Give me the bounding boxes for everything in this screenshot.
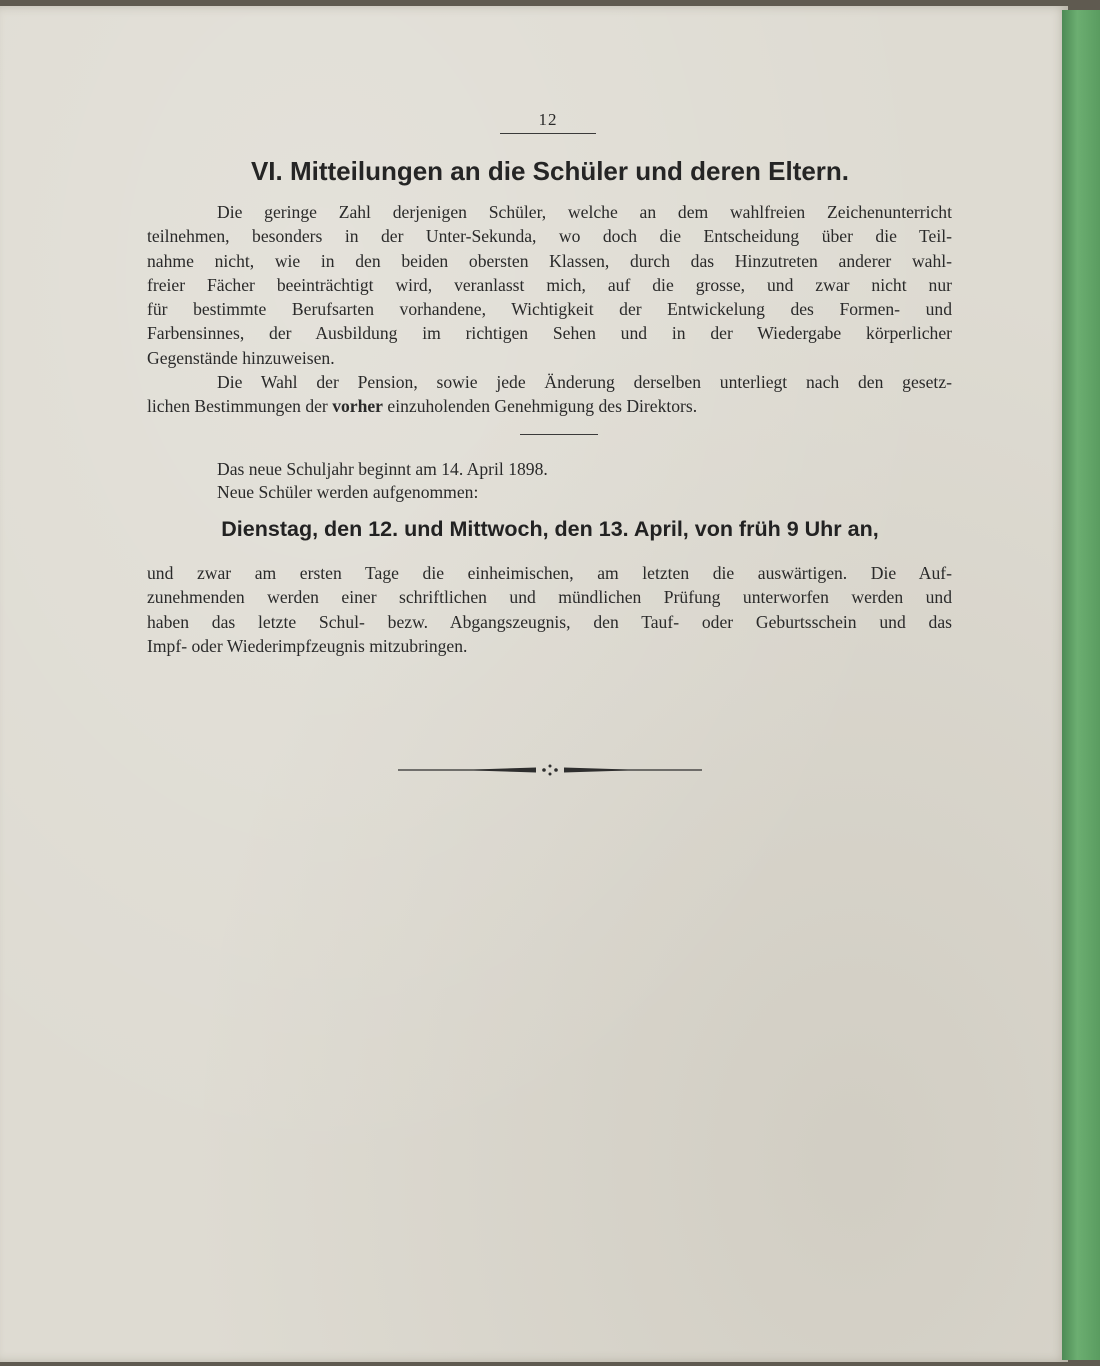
- emphasis-vorher: vorher: [332, 396, 383, 417]
- text-line: Die Wahl der Pension, sowie jede Änderung derselben unterliegt nach den gesetz-: [217, 372, 952, 392]
- section-divider: [520, 434, 598, 435]
- paragraph-drawing-lessons: [147, 200, 952, 370]
- document-page: [0, 6, 1068, 1362]
- page-number-rule: [500, 133, 596, 134]
- admission-dates: Dienstag, den 12. und Mittwoch, den 13. April, von früh 9 Uhr an,: [221, 517, 879, 541]
- section-heading: VI. Mitteilungen an die Schüler und deren Eltern.: [250, 156, 850, 186]
- text-line: haben das letzte Schul- bezw. Abgangszeugnis, den Tauf- oder Geburtsschein und das: [147, 611, 952, 632]
- text-line: Gegenstände hinzuweisen.: [147, 347, 335, 368]
- admission-intro: Neue Schüler werden aufgenommen:: [217, 482, 479, 502]
- paragraph-pension: [147, 370, 952, 419]
- ornament-divider-icon: [398, 760, 702, 780]
- school-year-start: Das neue Schuljahr beginnt am 14. April 1898.: [217, 459, 548, 479]
- text-line: freier Fächer beeinträchtigt wird, veranlasst mich, auf die grosse, und zwar nicht nur: [147, 274, 952, 295]
- text-line: teilnehmen, besonders in der Unter-Sekunda, wo doch die Entscheidung über die Teil-: [147, 226, 952, 247]
- paragraph-admission: [147, 561, 952, 658]
- text-line: zunehmenden werden einer schriftlichen und mündlichen Prüfung unterworfen werden und: [147, 587, 952, 608]
- text-line: und zwar am ersten Tage die einheimischen, am letzten die auswärtigen. Die Auf-: [147, 563, 952, 583]
- text-line: [147, 394, 952, 418]
- green-binding-edge: [1062, 10, 1100, 1360]
- text-line: Die geringe Zahl derjenigen Schüler, welche an dem wahlfreien Zeichenunterricht: [217, 202, 952, 222]
- page-number: 12: [538, 110, 558, 129]
- text-run: einzuholenden Genehmigung des Direktors.: [383, 396, 698, 417]
- text-line: Farbensinnes, der Ausbildung im richtigen Sehen und in der Wiedergabe körperlicher: [147, 323, 952, 344]
- text-run: lichen Bestimmungen der: [147, 396, 333, 417]
- text-line: nahme nicht, wie in den beiden obersten Klassen, durch das Hinzutreten anderer wahl-: [147, 250, 952, 271]
- text-line: Impf- oder Wiederimpfzeugnis mitzubringen.: [147, 635, 468, 656]
- text-line: für bestimmte Berufsarten vorhandene, Wichtigkeit der Entwickelung des Formen- und: [147, 299, 952, 320]
